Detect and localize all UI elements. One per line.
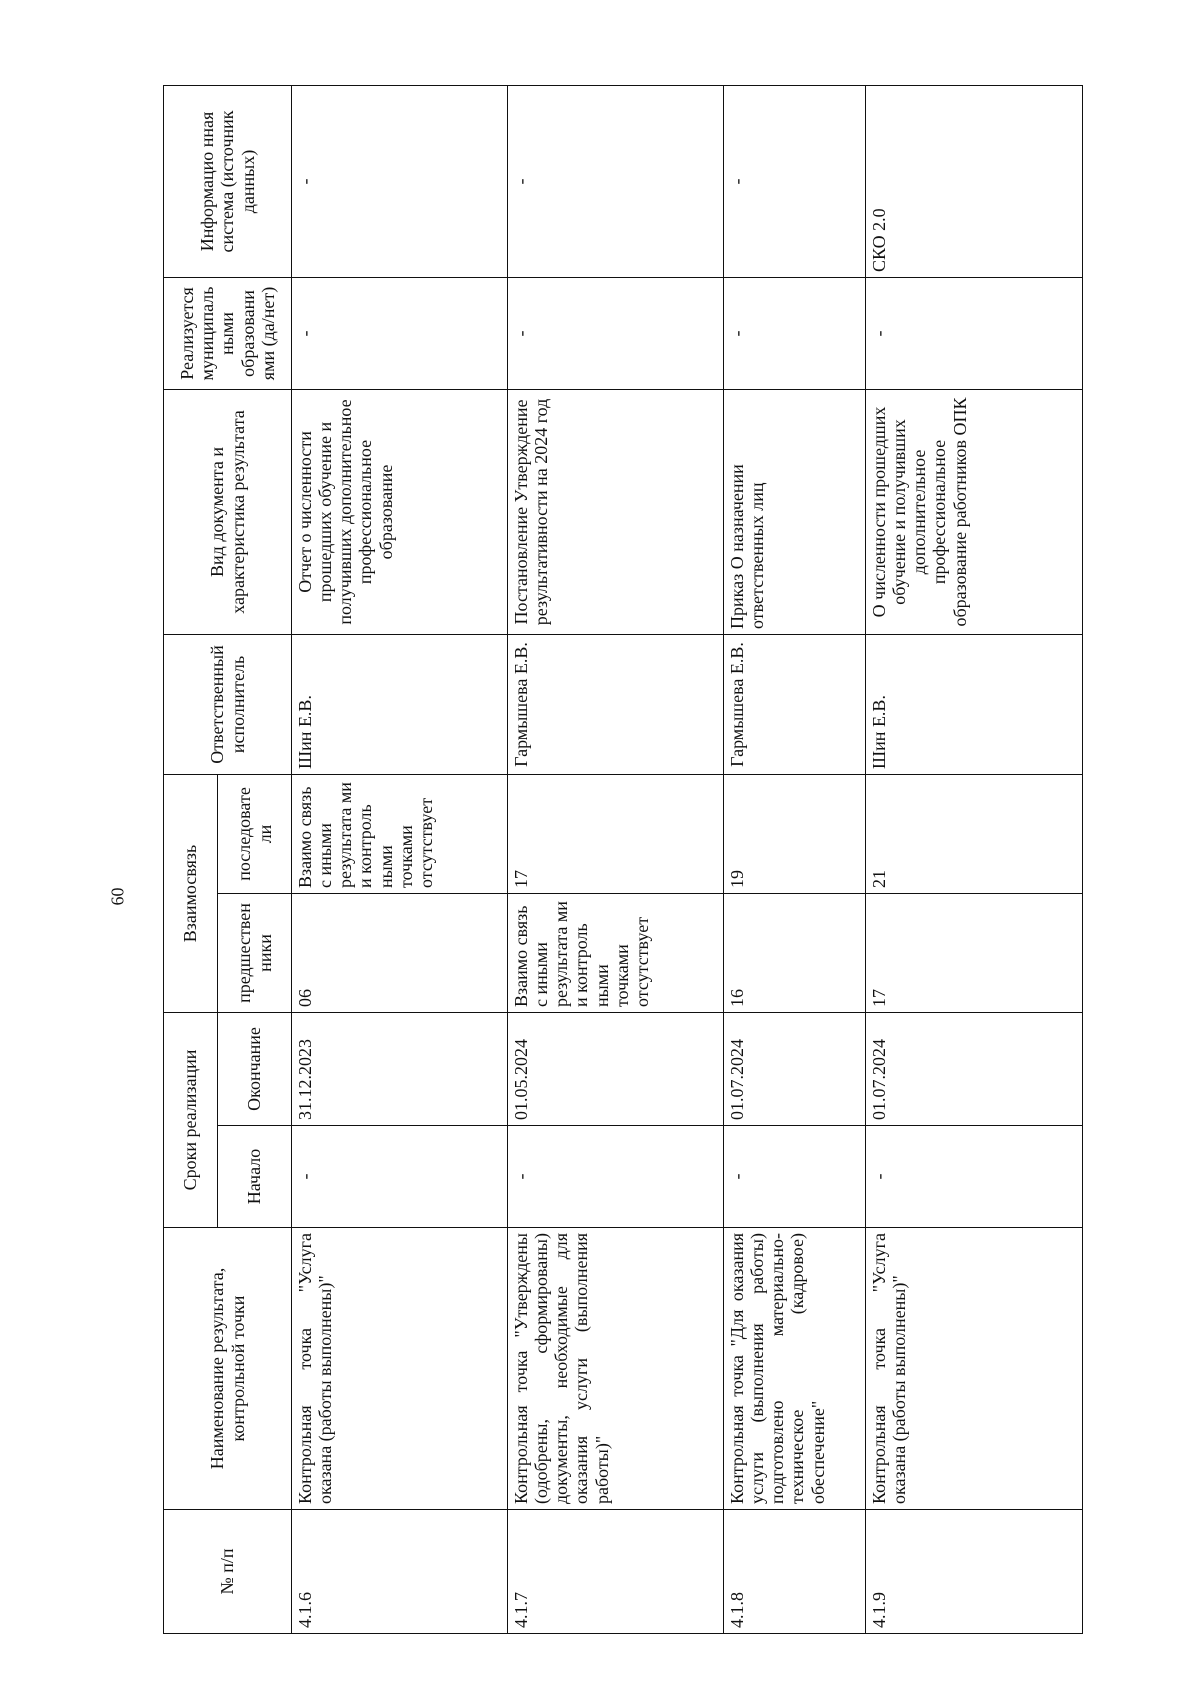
- cell-predecessors: 06: [292, 893, 508, 1012]
- cell-municipal: -: [292, 277, 508, 389]
- cell-end: 01.07.2024: [724, 1012, 866, 1125]
- header-relation: Взаимосвязь: [164, 774, 218, 1012]
- cell-system: -: [724, 85, 866, 277]
- cell-num: 4.1.8: [724, 1510, 866, 1634]
- header-start: Начало: [218, 1126, 292, 1228]
- cell-start: -: [508, 1126, 724, 1228]
- cell-successors: 21: [866, 774, 1083, 893]
- header-responsible: Ответственный исполнитель: [164, 634, 292, 774]
- table-row: [292, 85, 508, 1633]
- cell-predecessors: Взаимо связь с иными результата ми и контроль ными точками отсутствует: [508, 893, 724, 1012]
- cell-start: -: [292, 1126, 508, 1228]
- cell-start: -: [724, 1126, 866, 1228]
- cell-doc: Отчет о численности прошедших обучение и получивших дополнительное профессиональное образование: [292, 389, 508, 634]
- rotated-table-container: [163, 86, 1082, 1634]
- cell-system: СКО 2.0: [866, 85, 1083, 277]
- header-terms: Сроки реализации: [164, 1012, 218, 1227]
- cell-name: Контрольная точка "Услуга оказана (работы выполнены)": [866, 1228, 1083, 1510]
- cell-num: 4.1.9: [866, 1510, 1083, 1634]
- cell-num: 4.1.6: [292, 1510, 508, 1634]
- cell-responsible: Шин Е.В.: [292, 634, 508, 774]
- header-municipal: Реализуется муниципаль ными образовани ями (да/нет): [164, 277, 292, 389]
- cell-municipal: -: [724, 277, 866, 389]
- cell-system: -: [292, 85, 508, 277]
- cell-responsible: Гармышева Е.В.: [724, 634, 866, 774]
- header-name: Наименование результата, контрольной точки: [164, 1228, 292, 1510]
- cell-name: Контрольная точка "Для оказания услуги (выполнения работы) подготовлено материально-техническое (кадровое) обеспечение": [724, 1228, 866, 1510]
- header-end: Окончание: [218, 1012, 292, 1125]
- cell-end: 31.12.2023: [292, 1012, 508, 1125]
- cell-municipal: -: [508, 277, 724, 389]
- cell-system: -: [508, 85, 724, 277]
- cell-doc: О численности прошедших обучение и получивших дополнительное профессиональное образование работников ОПК: [866, 389, 1083, 634]
- cell-name: Контрольная точка "Утверждены (одобрены, сформированы) документы, необходимые для оказания услуги (выполнения работы)": [508, 1228, 724, 1510]
- page-number: 60: [107, 887, 128, 906]
- cell-predecessors: 16: [724, 893, 866, 1012]
- cell-end: 01.07.2024: [866, 1012, 1083, 1125]
- cell-municipal: -: [866, 277, 1083, 389]
- header-predecessors: предшествен ники: [218, 893, 292, 1012]
- header-doc: Вид документа и характеристика результата: [164, 389, 292, 634]
- cell-successors: 19: [724, 774, 866, 893]
- cell-predecessors: 17: [866, 893, 1083, 1012]
- cell-successors: 17: [508, 774, 724, 893]
- header-successors: последовате ли: [218, 774, 292, 893]
- header-system: Информацио нная система (источник данных): [164, 85, 292, 277]
- header-num: № п/п: [164, 1510, 292, 1634]
- table-row: [866, 85, 1083, 1633]
- cell-successors: Взаимо связь с иными результата ми и контроль ными точками отсутствует: [292, 774, 508, 893]
- cell-doc: Постановление Утверждение результативности на 2024 год: [508, 389, 724, 634]
- table-row: [508, 85, 724, 1633]
- results-table: [163, 85, 1083, 1634]
- table-row: [724, 85, 866, 1633]
- cell-responsible: Шин Е.В.: [866, 634, 1083, 774]
- cell-end: 01.05.2024: [508, 1012, 724, 1125]
- cell-name: Контрольная точка "Услуга оказана (работы выполнены)": [292, 1228, 508, 1510]
- cell-start: -: [866, 1126, 1083, 1228]
- cell-num: 4.1.7: [508, 1510, 724, 1634]
- cell-responsible: Гармышева Е.В.: [508, 634, 724, 774]
- cell-doc: Приказ О назначении ответственных лиц: [724, 389, 866, 634]
